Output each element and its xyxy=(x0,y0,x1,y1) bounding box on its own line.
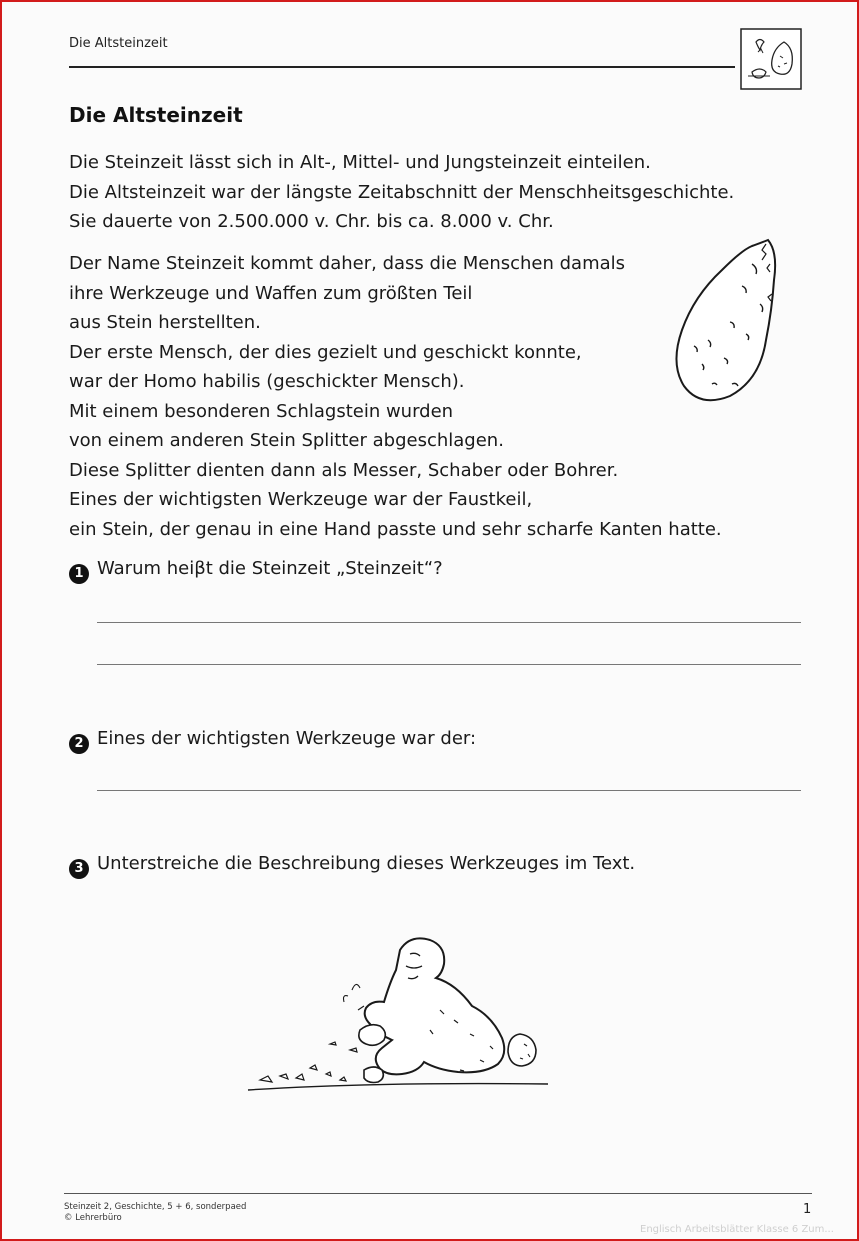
intro-line: Die Altsteinzeit war der längste Zeitabschnitt der Menschheitsgeschichte. xyxy=(69,181,735,203)
header-rule xyxy=(69,66,735,68)
hand-axe-illustration xyxy=(672,234,784,404)
stone-age-icon xyxy=(740,28,802,90)
question-text: Eines der wichtigsten Werkzeuge war der: xyxy=(97,728,477,749)
question-text: Unterstreiche die Beschreibung dieses Werkzeuges im Text. xyxy=(97,853,636,874)
header-title: Die Altsteinzeit xyxy=(69,36,168,51)
intro-line: Sie dauerte von 2.500.000 v. Chr. bis ca. 8.000 v. Chr. xyxy=(69,211,554,232)
page-title: Die Altsteinzeit xyxy=(69,103,243,127)
page-number: 1 xyxy=(803,1202,812,1217)
question-3 xyxy=(69,853,635,879)
body-line: ihre Werkzeuge und Waffen zum größten Teil xyxy=(69,282,473,304)
footer-rule xyxy=(64,1193,812,1194)
body-line: aus Stein herstellten. xyxy=(69,312,261,333)
body-line: ein Stein, der genau in eine Hand passte und sehr scharfe Kanten hatte. xyxy=(69,518,722,540)
intro-paragraph xyxy=(69,148,734,237)
homo-habilis-illustration xyxy=(240,930,560,1100)
body-line: Der Name Steinzeit kommt daher, dass die Menschen damals xyxy=(69,253,626,274)
intro-line: Die Steinzeit lässt sich in Alt-, Mittel- und Jungsteinzeit einteilen. xyxy=(69,152,651,173)
body-line: Diese Splitter dienten dann als Messer, Schaber oder Bohrer. xyxy=(69,459,619,481)
body-line: Eines der wichtigsten Werkzeuge war der Faustkeil, xyxy=(69,489,533,510)
body-paragraph xyxy=(69,249,722,544)
question-1 xyxy=(69,558,443,584)
answer-line[interactable] xyxy=(97,664,801,665)
question-2 xyxy=(69,728,476,754)
watermark: Englisch Arbeitsblätter Klasse 6 Zum... xyxy=(640,1224,834,1235)
question-number-badge: 2 xyxy=(69,734,89,754)
answer-line[interactable] xyxy=(97,790,801,791)
question-text: Warum heiβt die Steinzeit „Steinzeit“? xyxy=(97,558,443,579)
footer-line: © Lehrerbüro xyxy=(64,1213,122,1223)
question-number-badge: 3 xyxy=(69,859,89,879)
question-number-badge: 1 xyxy=(69,564,89,584)
footer-credits xyxy=(64,1202,246,1224)
answer-line[interactable] xyxy=(97,622,801,623)
footer-line: Steinzeit 2, Geschichte, 5 + 6, sonderpaed xyxy=(64,1202,247,1212)
body-line: Mit einem besonderen Schlagstein wurden xyxy=(69,400,454,422)
body-line: war der Homo habilis (geschickter Mensch). xyxy=(69,371,465,392)
body-line: von einem anderen Stein Splitter abgeschlagen. xyxy=(69,430,504,451)
body-line: Der erste Mensch, der dies gezielt und geschickt konnte, xyxy=(69,341,582,363)
